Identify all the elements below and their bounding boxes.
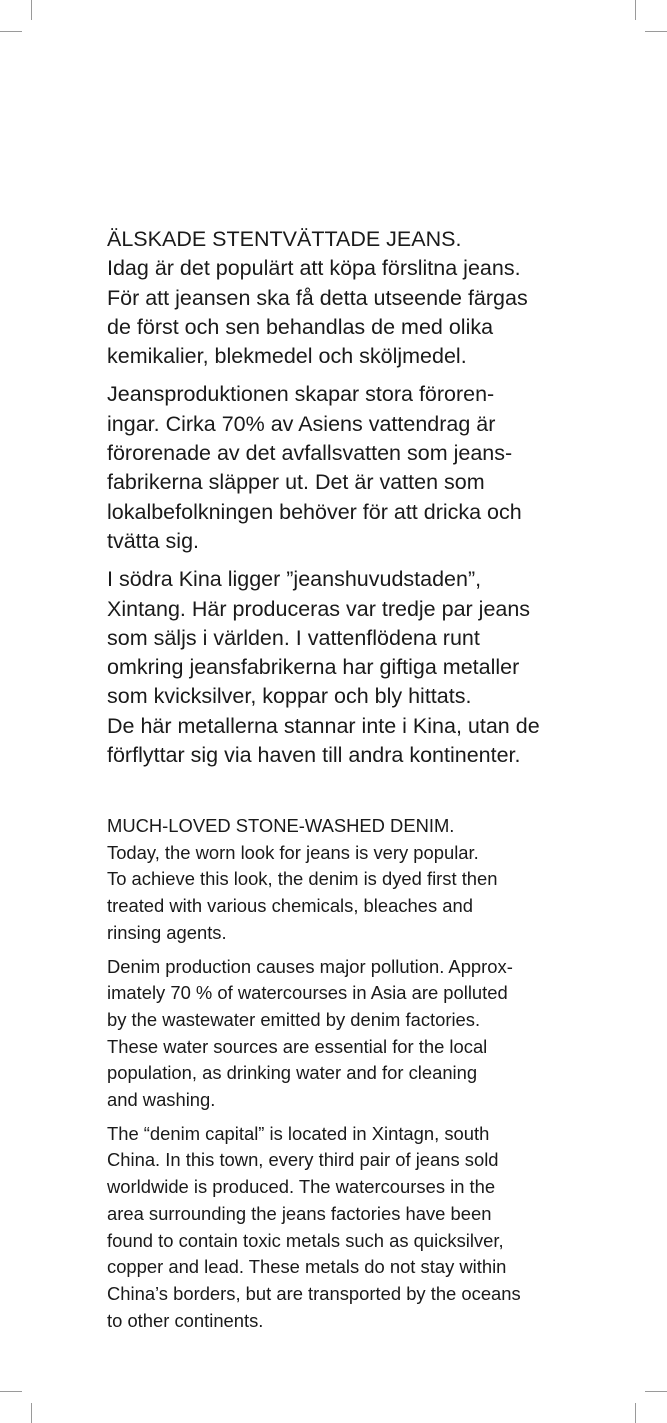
english-paragraph-2 (107, 954, 627, 1114)
swedish-text-block (107, 225, 627, 779)
text-line: ingar. Cirka 70% av Asiens vattendrag är (107, 411, 496, 436)
text-line: omkring jeansfabrikerna har giftiga metaller (107, 655, 520, 680)
text-line: population, as drinking water and for cleaning (107, 1062, 478, 1084)
text-line: Xintang. Här produceras var tredje par jeans (107, 596, 531, 621)
text-line: förorenade av det avfallsvatten som jeans- (107, 441, 513, 466)
text-line: De här metallerna stannar inte i Kina, utan de (107, 713, 540, 738)
text-line: förflyttar sig via haven till andra kontinenter. (107, 743, 521, 768)
text-line: Idag är det populärt att köpa förslitna jeans. (107, 256, 521, 281)
text-line: fabrikerna släpper ut. Det är vatten som (107, 470, 485, 495)
text-line: lokalbefolkningen behöver för att dricka och (107, 499, 522, 524)
text-line: China’s borders, but are transported by the oceans (107, 1282, 521, 1304)
swedish-paragraph-3 (107, 565, 627, 770)
text-line: rinsing agents. (107, 921, 227, 943)
text-line: Denim production causes major pollution. Approx- (107, 955, 513, 977)
text-line: and washing. (107, 1089, 216, 1111)
text-line: area surrounding the jeans factories have been (107, 1202, 492, 1224)
text-line: tvätta sig. (107, 528, 200, 553)
text-line: to other continents. (107, 1309, 264, 1331)
text-line: found to contain toxic metals such as quicksilver, (107, 1229, 504, 1251)
english-paragraph-1 (107, 813, 627, 947)
crop-mark-bottom-left-vertical (31, 1403, 32, 1423)
english-text-block (107, 813, 627, 1341)
text-line: För att jeansen ska få detta utseende färgas (107, 285, 528, 310)
text-line: imately 70 % of watercourses in Asia are polluted (107, 982, 508, 1004)
text-line: copper and lead. These metals do not stay within (107, 1256, 507, 1278)
text-line: I södra Kina ligger ”jeanshuvudstaden”, (107, 567, 482, 592)
crop-mark-top-left-vertical (31, 0, 32, 20)
crop-mark-top-right-horizontal (645, 31, 667, 32)
english-heading: MUCH-LOVED STONE-WASHED DENIM. (107, 815, 455, 836)
text-line: treated with various chemicals, bleaches and (107, 895, 473, 917)
swedish-heading: ÄLSKADE STENTVÄTTADE JEANS. (107, 227, 462, 251)
text-line: de först och sen behandlas de med olika (107, 314, 494, 339)
crop-mark-top-right-vertical (635, 0, 636, 20)
text-line: by the wastewater emitted by denim factories. (107, 1008, 481, 1030)
text-line: China. In this town, every third pair of jeans sold (107, 1149, 499, 1171)
crop-mark-bottom-right-horizontal (645, 1391, 667, 1392)
crop-mark-bottom-right-vertical (635, 1403, 636, 1423)
swedish-paragraph-2 (107, 380, 627, 556)
text-line: The “denim capital” is located in Xintagn, south (107, 1122, 490, 1144)
crop-mark-bottom-left-horizontal (0, 1391, 22, 1392)
text-line: These water sources are essential for the local (107, 1035, 488, 1057)
text-line: To achieve this look, the denim is dyed first then (107, 868, 498, 890)
text-line: worldwide is produced. The watercourses in the (107, 1176, 496, 1198)
text-line: Today, the worn look for jeans is very popular. (107, 841, 479, 863)
text-line: Jeansproduktionen skapar stora föroren- (107, 382, 495, 407)
swedish-paragraph-1 (107, 225, 627, 371)
text-line: kemikalier, blekmedel och sköljmedel. (107, 344, 467, 369)
text-line: som säljs i världen. I vattenflödena runt (107, 625, 480, 650)
crop-mark-top-left-horizontal (0, 31, 22, 32)
text-line: som kvicksilver, koppar och bly hittats. (107, 684, 472, 709)
english-paragraph-3 (107, 1121, 627, 1335)
